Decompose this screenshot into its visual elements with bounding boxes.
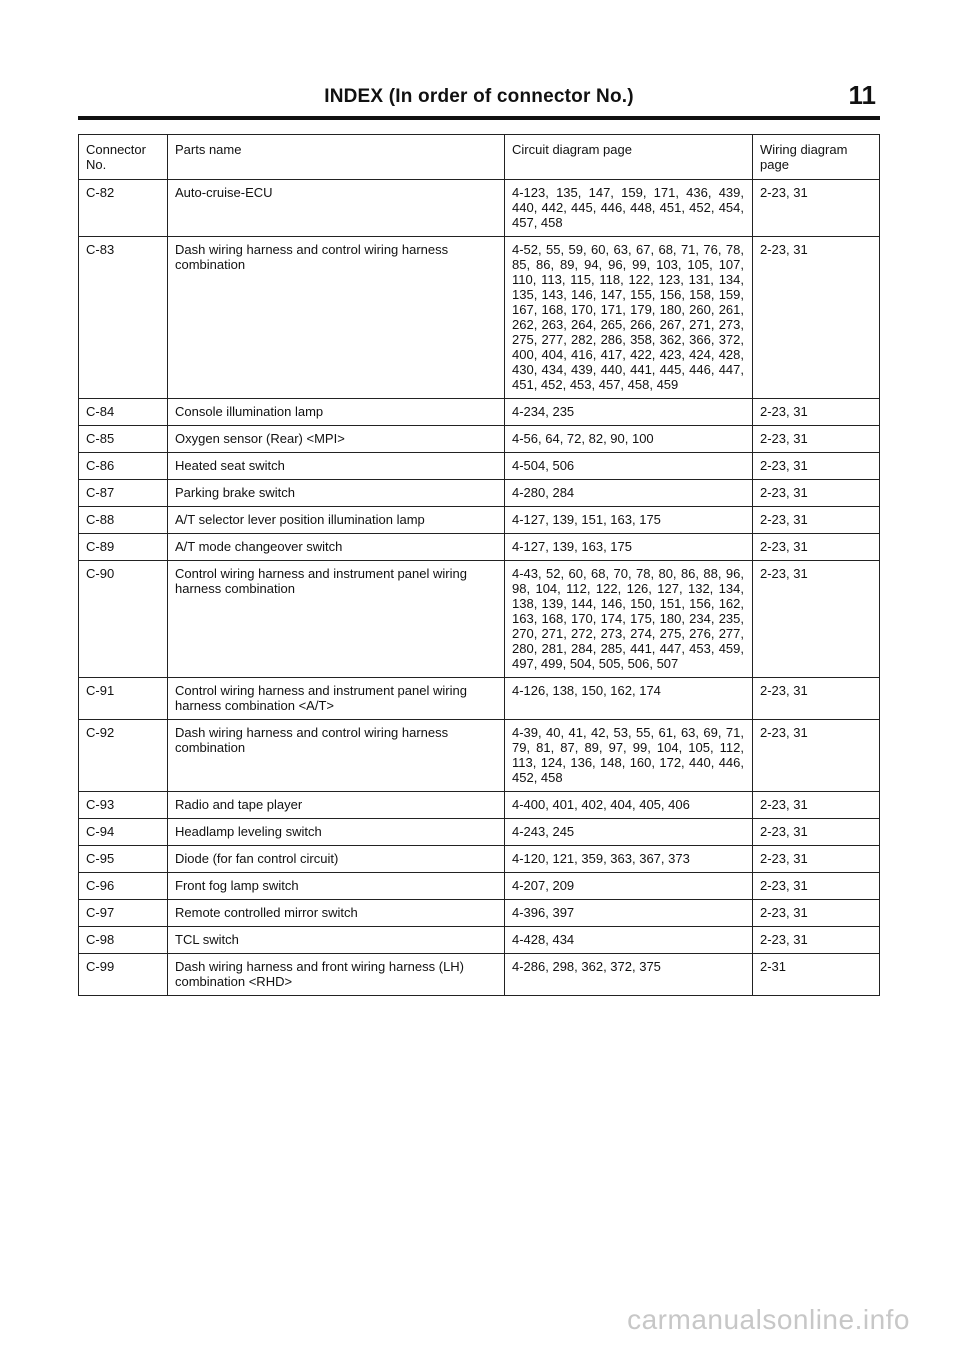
circuit-diagram-pages: 4-286, 298, 362, 372, 375 bbox=[505, 954, 753, 996]
circuit-diagram-pages: 4-120, 121, 359, 363, 367, 373 bbox=[505, 846, 753, 873]
circuit-diagram-pages: 4-504, 506 bbox=[505, 453, 753, 480]
circuit-diagram-pages: 4-234, 235 bbox=[505, 399, 753, 426]
wiring-diagram-pages: 2-23, 31 bbox=[753, 819, 880, 846]
wiring-diagram-pages: 2-23, 31 bbox=[753, 792, 880, 819]
page-header bbox=[78, 82, 880, 116]
parts-name: Front fog lamp switch bbox=[168, 873, 505, 900]
wiring-diagram-pages: 2-23, 31 bbox=[753, 534, 880, 561]
table-row bbox=[79, 846, 880, 873]
circuit-diagram-pages: 4-428, 434 bbox=[505, 927, 753, 954]
circuit-diagram-pages: 4-127, 139, 163, 175 bbox=[505, 534, 753, 561]
table-row bbox=[79, 873, 880, 900]
wiring-diagram-pages: 2-23, 31 bbox=[753, 900, 880, 927]
connector-number: C-98 bbox=[79, 927, 168, 954]
wiring-diagram-pages: 2-31 bbox=[753, 954, 880, 996]
parts-name: Console illumination lamp bbox=[168, 399, 505, 426]
table-row bbox=[79, 399, 880, 426]
connector-number: C-95 bbox=[79, 846, 168, 873]
connector-number: C-89 bbox=[79, 534, 168, 561]
column-header-parts-name: Parts name bbox=[168, 135, 505, 180]
parts-name: Dash wiring harness and control wiring harness combination bbox=[168, 720, 505, 792]
wiring-diagram-pages: 2-23, 31 bbox=[753, 846, 880, 873]
circuit-diagram-pages: 4-52, 55, 59, 60, 63, 67, 68, 71, 76, 78, 85, 86, 89, 94, 96, 99, 103, 105, 107, 110, 113, 115, 118, 122, 123, 131, 134, 135, 143, 146, 147, 155, 156, 158, 159, 167, 168, 170, 171, 179, 180, 260, 261, 262, 263, 264, 265, 266, 267, 271, 273, 275, 277, 282, 286, 358, 362, 366, 372, 400, 404, 416, 417, 422, 423, 424, 428, 430, 434, 439, 440, 441, 445, 446, 447, 451, 452, 453, 457, 458, 459 bbox=[505, 237, 753, 399]
connector-number: C-97 bbox=[79, 900, 168, 927]
table-row bbox=[79, 954, 880, 996]
wiring-diagram-pages: 2-23, 31 bbox=[753, 678, 880, 720]
circuit-diagram-pages: 4-280, 284 bbox=[505, 480, 753, 507]
parts-name: Control wiring harness and instrument panel wiring harness combination bbox=[168, 561, 505, 678]
wiring-diagram-pages: 2-23, 31 bbox=[753, 873, 880, 900]
parts-name: Dash wiring harness and control wiring harness combination bbox=[168, 237, 505, 399]
parts-name: A/T mode changeover switch bbox=[168, 534, 505, 561]
parts-name: Dash wiring harness and front wiring harness (LH) combination <RHD> bbox=[168, 954, 505, 996]
parts-name: Remote controlled mirror switch bbox=[168, 900, 505, 927]
wiring-diagram-pages: 2-23, 31 bbox=[753, 561, 880, 678]
parts-name: Headlamp leveling switch bbox=[168, 819, 505, 846]
circuit-diagram-pages: 4-400, 401, 402, 404, 405, 406 bbox=[505, 792, 753, 819]
connector-number: C-88 bbox=[79, 507, 168, 534]
table-row bbox=[79, 534, 880, 561]
table-row bbox=[79, 237, 880, 399]
wiring-diagram-pages: 2-23, 31 bbox=[753, 426, 880, 453]
column-header-circuit-page: Circuit diagram page bbox=[505, 135, 753, 180]
column-header-wiring-page: Wiring diagram page bbox=[753, 135, 880, 180]
page-title: INDEX (In order of connector No.) bbox=[324, 86, 634, 107]
table-row bbox=[79, 792, 880, 819]
wiring-diagram-pages: 2-23, 31 bbox=[753, 237, 880, 399]
column-header-connector: Connector No. bbox=[79, 135, 168, 180]
connector-number: C-87 bbox=[79, 480, 168, 507]
connector-number: C-96 bbox=[79, 873, 168, 900]
table-row bbox=[79, 507, 880, 534]
connector-number: C-90 bbox=[79, 561, 168, 678]
circuit-diagram-pages: 4-43, 52, 60, 68, 70, 78, 80, 86, 88, 96, 98, 104, 112, 122, 126, 127, 132, 134, 138, 139, 144, 146, 150, 151, 156, 162, 163, 168, 170, 174, 175, 180, 234, 235, 270, 271, 272, 273, 274, 275, 276, 277, 280, 281, 284, 285, 441, 447, 453, 459, 497, 499, 504, 505, 506, 507 bbox=[505, 561, 753, 678]
parts-name: Control wiring harness and instrument panel wiring harness combination <A/T> bbox=[168, 678, 505, 720]
connector-number: C-86 bbox=[79, 453, 168, 480]
parts-name: A/T selector lever position illumination lamp bbox=[168, 507, 505, 534]
circuit-diagram-pages: 4-39, 40, 41, 42, 53, 55, 61, 63, 69, 71, 79, 81, 87, 89, 97, 99, 104, 105, 112, 113, 124, 136, 148, 160, 172, 440, 446, 452, 458 bbox=[505, 720, 753, 792]
circuit-diagram-pages: 4-126, 138, 150, 162, 174 bbox=[505, 678, 753, 720]
wiring-diagram-pages: 2-23, 31 bbox=[753, 180, 880, 237]
connector-number: C-85 bbox=[79, 426, 168, 453]
table-row bbox=[79, 900, 880, 927]
parts-name: Heated seat switch bbox=[168, 453, 505, 480]
parts-name: Radio and tape player bbox=[168, 792, 505, 819]
connector-number: C-91 bbox=[79, 678, 168, 720]
connector-number: C-94 bbox=[79, 819, 168, 846]
wiring-diagram-pages: 2-23, 31 bbox=[753, 480, 880, 507]
wiring-diagram-pages: 2-23, 31 bbox=[753, 507, 880, 534]
parts-name: Oxygen sensor (Rear) <MPI> bbox=[168, 426, 505, 453]
circuit-diagram-pages: 4-127, 139, 151, 163, 175 bbox=[505, 507, 753, 534]
table-row bbox=[79, 426, 880, 453]
circuit-diagram-pages: 4-243, 245 bbox=[505, 819, 753, 846]
connector-index-table bbox=[78, 134, 880, 996]
connector-number: C-84 bbox=[79, 399, 168, 426]
wiring-diagram-pages: 2-23, 31 bbox=[753, 927, 880, 954]
circuit-diagram-pages: 4-56, 64, 72, 82, 90, 100 bbox=[505, 426, 753, 453]
table-row bbox=[79, 480, 880, 507]
circuit-diagram-pages: 4-396, 397 bbox=[505, 900, 753, 927]
page-number: 11 bbox=[848, 80, 876, 110]
table-row bbox=[79, 927, 880, 954]
parts-name: Parking brake switch bbox=[168, 480, 505, 507]
connector-number: C-83 bbox=[79, 237, 168, 399]
table-row bbox=[79, 561, 880, 678]
header-rule bbox=[78, 116, 880, 120]
parts-name: TCL switch bbox=[168, 927, 505, 954]
connector-number: C-99 bbox=[79, 954, 168, 996]
table-row bbox=[79, 453, 880, 480]
circuit-diagram-pages: 4-207, 209 bbox=[505, 873, 753, 900]
wiring-diagram-pages: 2-23, 31 bbox=[753, 453, 880, 480]
circuit-diagram-pages: 4-123, 135, 147, 159, 171, 436, 439, 440, 442, 445, 446, 448, 451, 452, 454, 457, 458 bbox=[505, 180, 753, 237]
table-header-row bbox=[79, 135, 880, 180]
wiring-diagram-pages: 2-23, 31 bbox=[753, 399, 880, 426]
parts-name: Diode (for fan control circuit) bbox=[168, 846, 505, 873]
connector-number: C-93 bbox=[79, 792, 168, 819]
parts-name: Auto-cruise-ECU bbox=[168, 180, 505, 237]
wiring-diagram-pages: 2-23, 31 bbox=[753, 720, 880, 792]
connector-number: C-82 bbox=[79, 180, 168, 237]
table-row bbox=[79, 180, 880, 237]
table-row bbox=[79, 678, 880, 720]
connector-number: C-92 bbox=[79, 720, 168, 792]
watermark: carmanualsonline.info bbox=[627, 1304, 910, 1335]
table-row bbox=[79, 720, 880, 792]
table-row bbox=[79, 819, 880, 846]
